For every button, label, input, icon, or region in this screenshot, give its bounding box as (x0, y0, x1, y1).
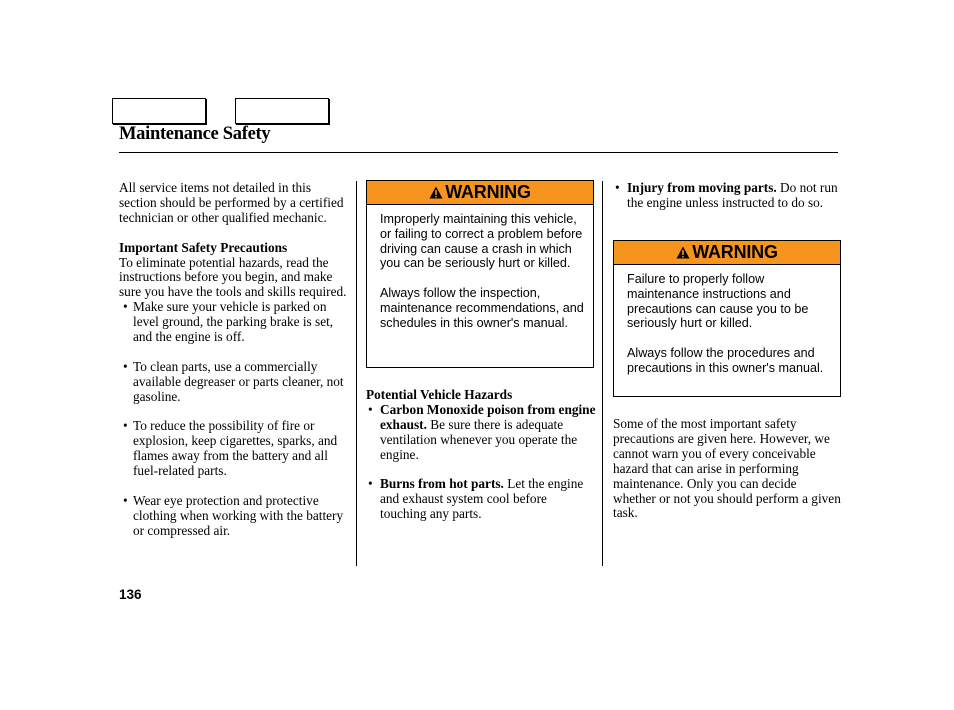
warning-paragraph-2: Always follow the inspection, maintenance recommendations, and schedules in this owner's manual. (380, 285, 584, 330)
hazard-title: Carbon Monoxide poison from engine exhaust. (380, 401, 596, 432)
bullet-text: To reduce the possibility of fire or explosion, keep cigarettes, sparks, and flames away from the battery and all fuel-related parts. (133, 418, 338, 479)
page-title: Maintenance Safety (119, 124, 271, 144)
hazard-text: Do not run the engine unless instructed to do so. (627, 180, 838, 210)
bullet-icon: • (123, 492, 128, 508)
title-divider (119, 152, 838, 153)
left-column (119, 181, 351, 539)
list-item (119, 300, 351, 345)
precautions-lead: To eliminate potential hazards, read the instructions before you begin, and make sure you have the tools and skills required. (119, 254, 347, 300)
warning-label: WARNING (692, 242, 778, 262)
warning-box-maintenance (366, 180, 594, 368)
bullet-icon: • (615, 180, 620, 195)
list-item (119, 494, 351, 539)
bullet-text: To clean parts, use a commercially available degreaser or parts cleaner, not gasoline. (133, 358, 344, 404)
bullet-icon: • (368, 476, 373, 492)
bullet-icon: • (123, 418, 128, 434)
hazard-title: Burns from hot parts. (380, 476, 504, 492)
bullet-text: Make sure your vehicle is parked on level ground, the parking brake is set, and the engine is off. (133, 299, 334, 345)
bullet-icon: • (123, 299, 128, 315)
right-column-top (613, 181, 838, 211)
bullet-icon: • (368, 401, 373, 417)
intro-paragraph: All service items not detailed in this section should be performed by a certified technician or other qualified mechanic. (119, 180, 344, 225)
section-tab-left[interactable] (112, 98, 206, 124)
hazard-text: Be sure there is adequate ventilation whenever you operate the engine. (380, 416, 578, 462)
warning-paragraph-2: Always follow the procedures and precautions in this owner's manual. (627, 345, 824, 375)
warning-label: WARNING (445, 182, 531, 202)
column-divider-left (356, 181, 357, 566)
warning-body (614, 265, 840, 376)
list-item (366, 477, 596, 522)
bullet-icon: • (123, 358, 128, 374)
warning-triangle-icon (429, 186, 443, 199)
warning-header (614, 241, 840, 265)
list-item (613, 181, 838, 211)
section-tab-right[interactable] (235, 98, 329, 124)
warning-paragraph-1: Improperly maintaining this vehicle, or failing to correct a problem before driving can cause a crash in which you can be seriously hurt or killed. (380, 212, 583, 271)
warning-triangle-icon (676, 246, 690, 259)
warning-paragraph-1: Failure to properly follow maintenance instructions and precautions can cause you to be seriously hurt or killed. (627, 272, 809, 331)
list-item (119, 360, 351, 405)
warning-box-procedures (613, 240, 841, 397)
page-number: 136 (119, 587, 142, 602)
hazard-text: Let the engine and exhaust system cool before touching any parts. (380, 476, 584, 522)
list-item (119, 419, 351, 479)
column-divider-right (602, 181, 603, 566)
warning-header (367, 181, 593, 205)
middle-column (366, 388, 596, 522)
bullet-text: Wear eye protection and protective clothing when working with the battery or compressed air. (133, 492, 344, 538)
right-column-bottom (613, 417, 841, 521)
vehicle-hazards-heading: Potential Vehicle Hazards (366, 387, 513, 402)
hazard-title: Injury from moving parts. (627, 180, 777, 195)
closing-paragraph: Some of the most important safety precautions are given here. However, we cannot warn you of every conceivable hazard that can arise in performing maintenance. Only you can decide whether or not you should perform a given task. (613, 416, 841, 521)
safety-precautions-heading: Important Safety Precautions (119, 239, 288, 255)
list-item (366, 403, 596, 463)
warning-body (367, 205, 593, 330)
